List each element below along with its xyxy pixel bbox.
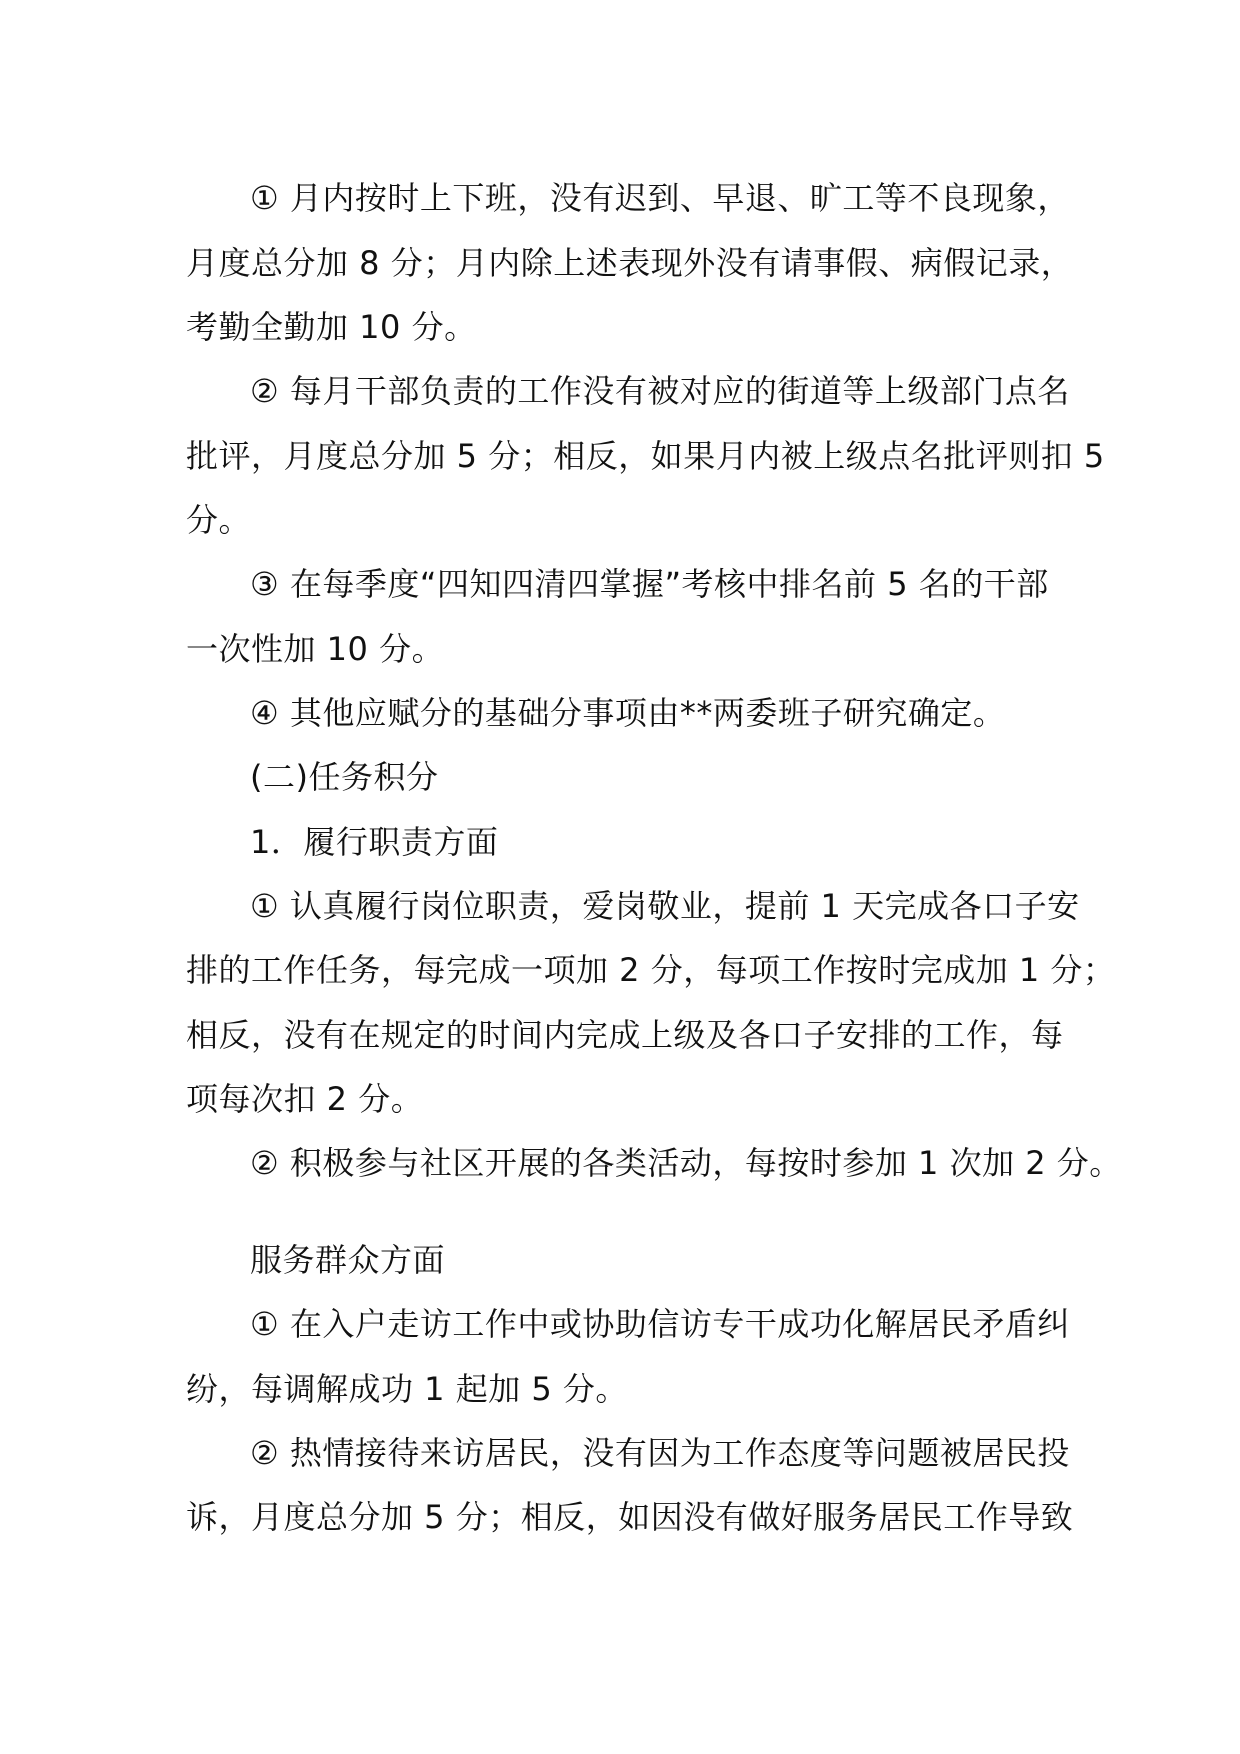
paragraph-line: ② 积极参与社区开展的各类活动，每按时参加 1 次加 2 分。 [250, 1144, 1122, 1182]
paragraph-line: 月度总分加 8 分；月内除上述表现外没有请事假、病假记录， [186, 244, 1074, 282]
paragraph-line: 一次性加 10 分。 [186, 630, 445, 668]
paragraph-line: ④ 其他应赋分的基础分事项由**两委班子研究确定。 [250, 694, 1006, 732]
paragraph-line: ① 在入户走访工作中或协助信访专干成功化解居民矛盾纠 [250, 1305, 1070, 1343]
paragraph-line: ② 每月干部负责的工作没有被对应的街道等上级部门点名 [250, 372, 1070, 410]
paragraph-line: 纷，每调解成功 1 起加 5 分。 [186, 1370, 628, 1408]
paragraph-line: 分。 [186, 501, 252, 539]
subsection-heading: 服务群众方面 [250, 1241, 446, 1279]
paragraph-line: 项每次扣 2 分。 [186, 1080, 424, 1118]
paragraph-line: ① 月内按时上下班，没有迟到、早退、旷工等不良现象， [250, 179, 1070, 217]
paragraph-line: ② 热情接待来访居民，没有因为工作态度等问题被居民投 [250, 1434, 1070, 1472]
section-heading: (二)任务积分 [250, 758, 439, 796]
paragraph-line: ③ 在每季度“四知四清四掌握”考核中排名前 5 名的干部 [250, 565, 1049, 603]
paragraph-line: ① 认真履行岗位职责，爱岗敬业，提前 1 天完成各口子安 [250, 887, 1080, 925]
paragraph-line: 考勤全勤加 10 分。 [186, 308, 477, 346]
paragraph-line: 诉，月度总分加 5 分；相反，如因没有做好服务居民工作导致 [186, 1498, 1074, 1536]
paragraph-line: 批评，月度总分加 5 分；相反，如果月内被上级点名批评则扣 5 [186, 437, 1105, 475]
paragraph-line: 排的工作任务，每完成一项加 2 分，每项工作按时完成加 1 分； [186, 951, 1116, 989]
subsection-heading: 1．履行职责方面 [250, 823, 499, 861]
paragraph-line: 相反，没有在规定的时间内完成上级及各口子安排的工作，每 [186, 1016, 1064, 1054]
